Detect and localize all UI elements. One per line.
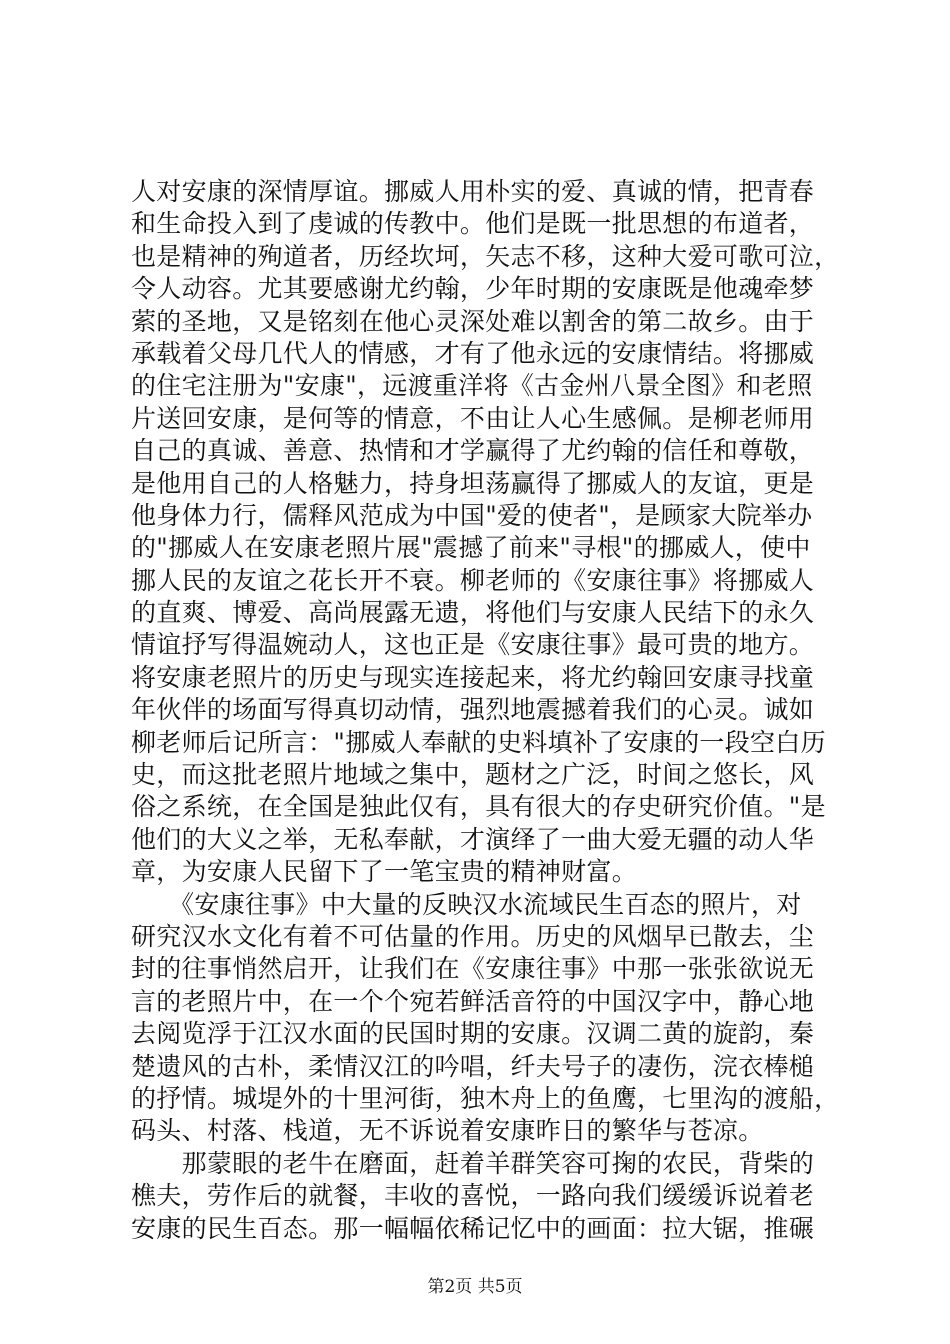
text-line: 他身体力行，儒释风范成为中国"爱的使者"，是顾家大院举办 [131, 500, 813, 530]
text-line: 和生命投入到了虔诚的传教中。他们是既一批思想的布道者， [131, 209, 815, 239]
body-text [131, 176, 841, 1245]
text-line: 的"挪威人在安康老照片展"震撼了前来"寻根"的挪威人，使中 [131, 533, 811, 563]
text-line: 情谊抒写得温婉动人，这也正是《安康往事》最可贵的地方。 [131, 630, 815, 660]
text-line: 樵夫，劳作后的就餐，丰收的喜悦，一路向我们缓缓诉说着老 [131, 1181, 815, 1211]
text-line: 安康的民生百态。那一幅幅依稀记忆中的画面：拉大锯，推碾 [131, 1213, 815, 1243]
text-line: 《安康往事》中大量的反映汉水流域民生百态的照片，对 [131, 889, 802, 919]
text-line: 自己的真诚、善意、热情和才学赢得了尤约翰的信任和尊敬， [131, 436, 815, 466]
text-line: 萦的圣地，又是铭刻在他心灵深处难以割舍的第二故乡。由于 [131, 306, 815, 336]
text-line: 史，而这批老照片地域之集中，题材之广泛，时间之悠长，风 [131, 760, 815, 790]
page-number: 第2页 共5页 [427, 1277, 523, 1297]
text-line: 的直爽、博爱、高尚展露无遗，将他们与安康人民结下的永久 [131, 598, 815, 628]
text-line: 也是精神的殉道者，历经坎坷，矢志不移，这种大爱可歌可泣， [131, 241, 840, 271]
text-line: 是他用自己的人格魅力，持身坦荡赢得了挪威人的友谊，更是 [131, 468, 815, 498]
text-line: 那蒙眼的老牛在磨面，赶着羊群笑容可掬的农民，背柴的 [131, 1148, 815, 1178]
text-line: 言的老照片中，在一个个宛若鲜活音符的中国汉字中，静心地 [131, 986, 815, 1016]
text-line: 令人动容。尤其要感谢尤约翰，少年时期的安康既是他魂牵梦 [131, 274, 815, 304]
text-line: 的抒情。城堤外的十里河街，独木舟上的鱼鹰，七里沟的渡船， [131, 1083, 840, 1113]
text-line: 将安康老照片的历史与现实连接起来，将尤约翰回安康寻找童 [131, 662, 815, 692]
text-line: 承载着父母几代人的情感，才有了他永远的安康情结。将挪威 [131, 338, 815, 368]
text-line: 去阅览浮于江汉水面的民国时期的安康。汉调二黄的旋韵，秦 [131, 1019, 815, 1049]
text-line: 章，为安康人民留下了一笔宝贵的精神财富。 [131, 857, 638, 887]
text-line: 挪人民的友谊之花长开不衰。柳老师的《安康往事》将挪威人 [131, 565, 815, 595]
page-footer [0, 1272, 950, 1297]
text-line: 封的往事悄然启开，让我们在《安康往事》中那一张张欲说无 [131, 954, 815, 984]
text-line: 码头、村落、栈道，无不诉说着安康昨日的繁华与苍凉。 [131, 1116, 764, 1146]
text-line: 片送回安康，是何等的情意，不由让人心生感佩。是柳老师用 [131, 403, 815, 433]
text-line: 年伙伴的场面写得真切动情，强烈地震撼着我们的心灵。诚如 [131, 695, 815, 725]
text-line: 人对安康的深情厚谊。挪威人用朴实的爱、真诚的情，把青春 [131, 177, 815, 206]
text-line: 楚遗风的古朴，柔情汉江的吟唱，纤夫号子的凄伤，浣衣棒槌 [131, 1051, 815, 1081]
text-line: 俗之系统，在全国是独此仅有，具有很大的存史研究价值。"是 [131, 792, 826, 822]
text-line: 柳老师后记所言："挪威人奉献的史料填补了安康的一段空白历 [131, 727, 826, 757]
text-line: 研究汉水文化有着不可估量的作用。历史的风烟早已散去，尘 [131, 921, 815, 951]
text-line: 的住宅注册为"安康"，远渡重洋将《古金州八景全图》和老照 [131, 371, 813, 401]
text-line: 他们的大义之举，无私奉献，才演绎了一曲大爱无疆的动人华 [131, 824, 815, 854]
